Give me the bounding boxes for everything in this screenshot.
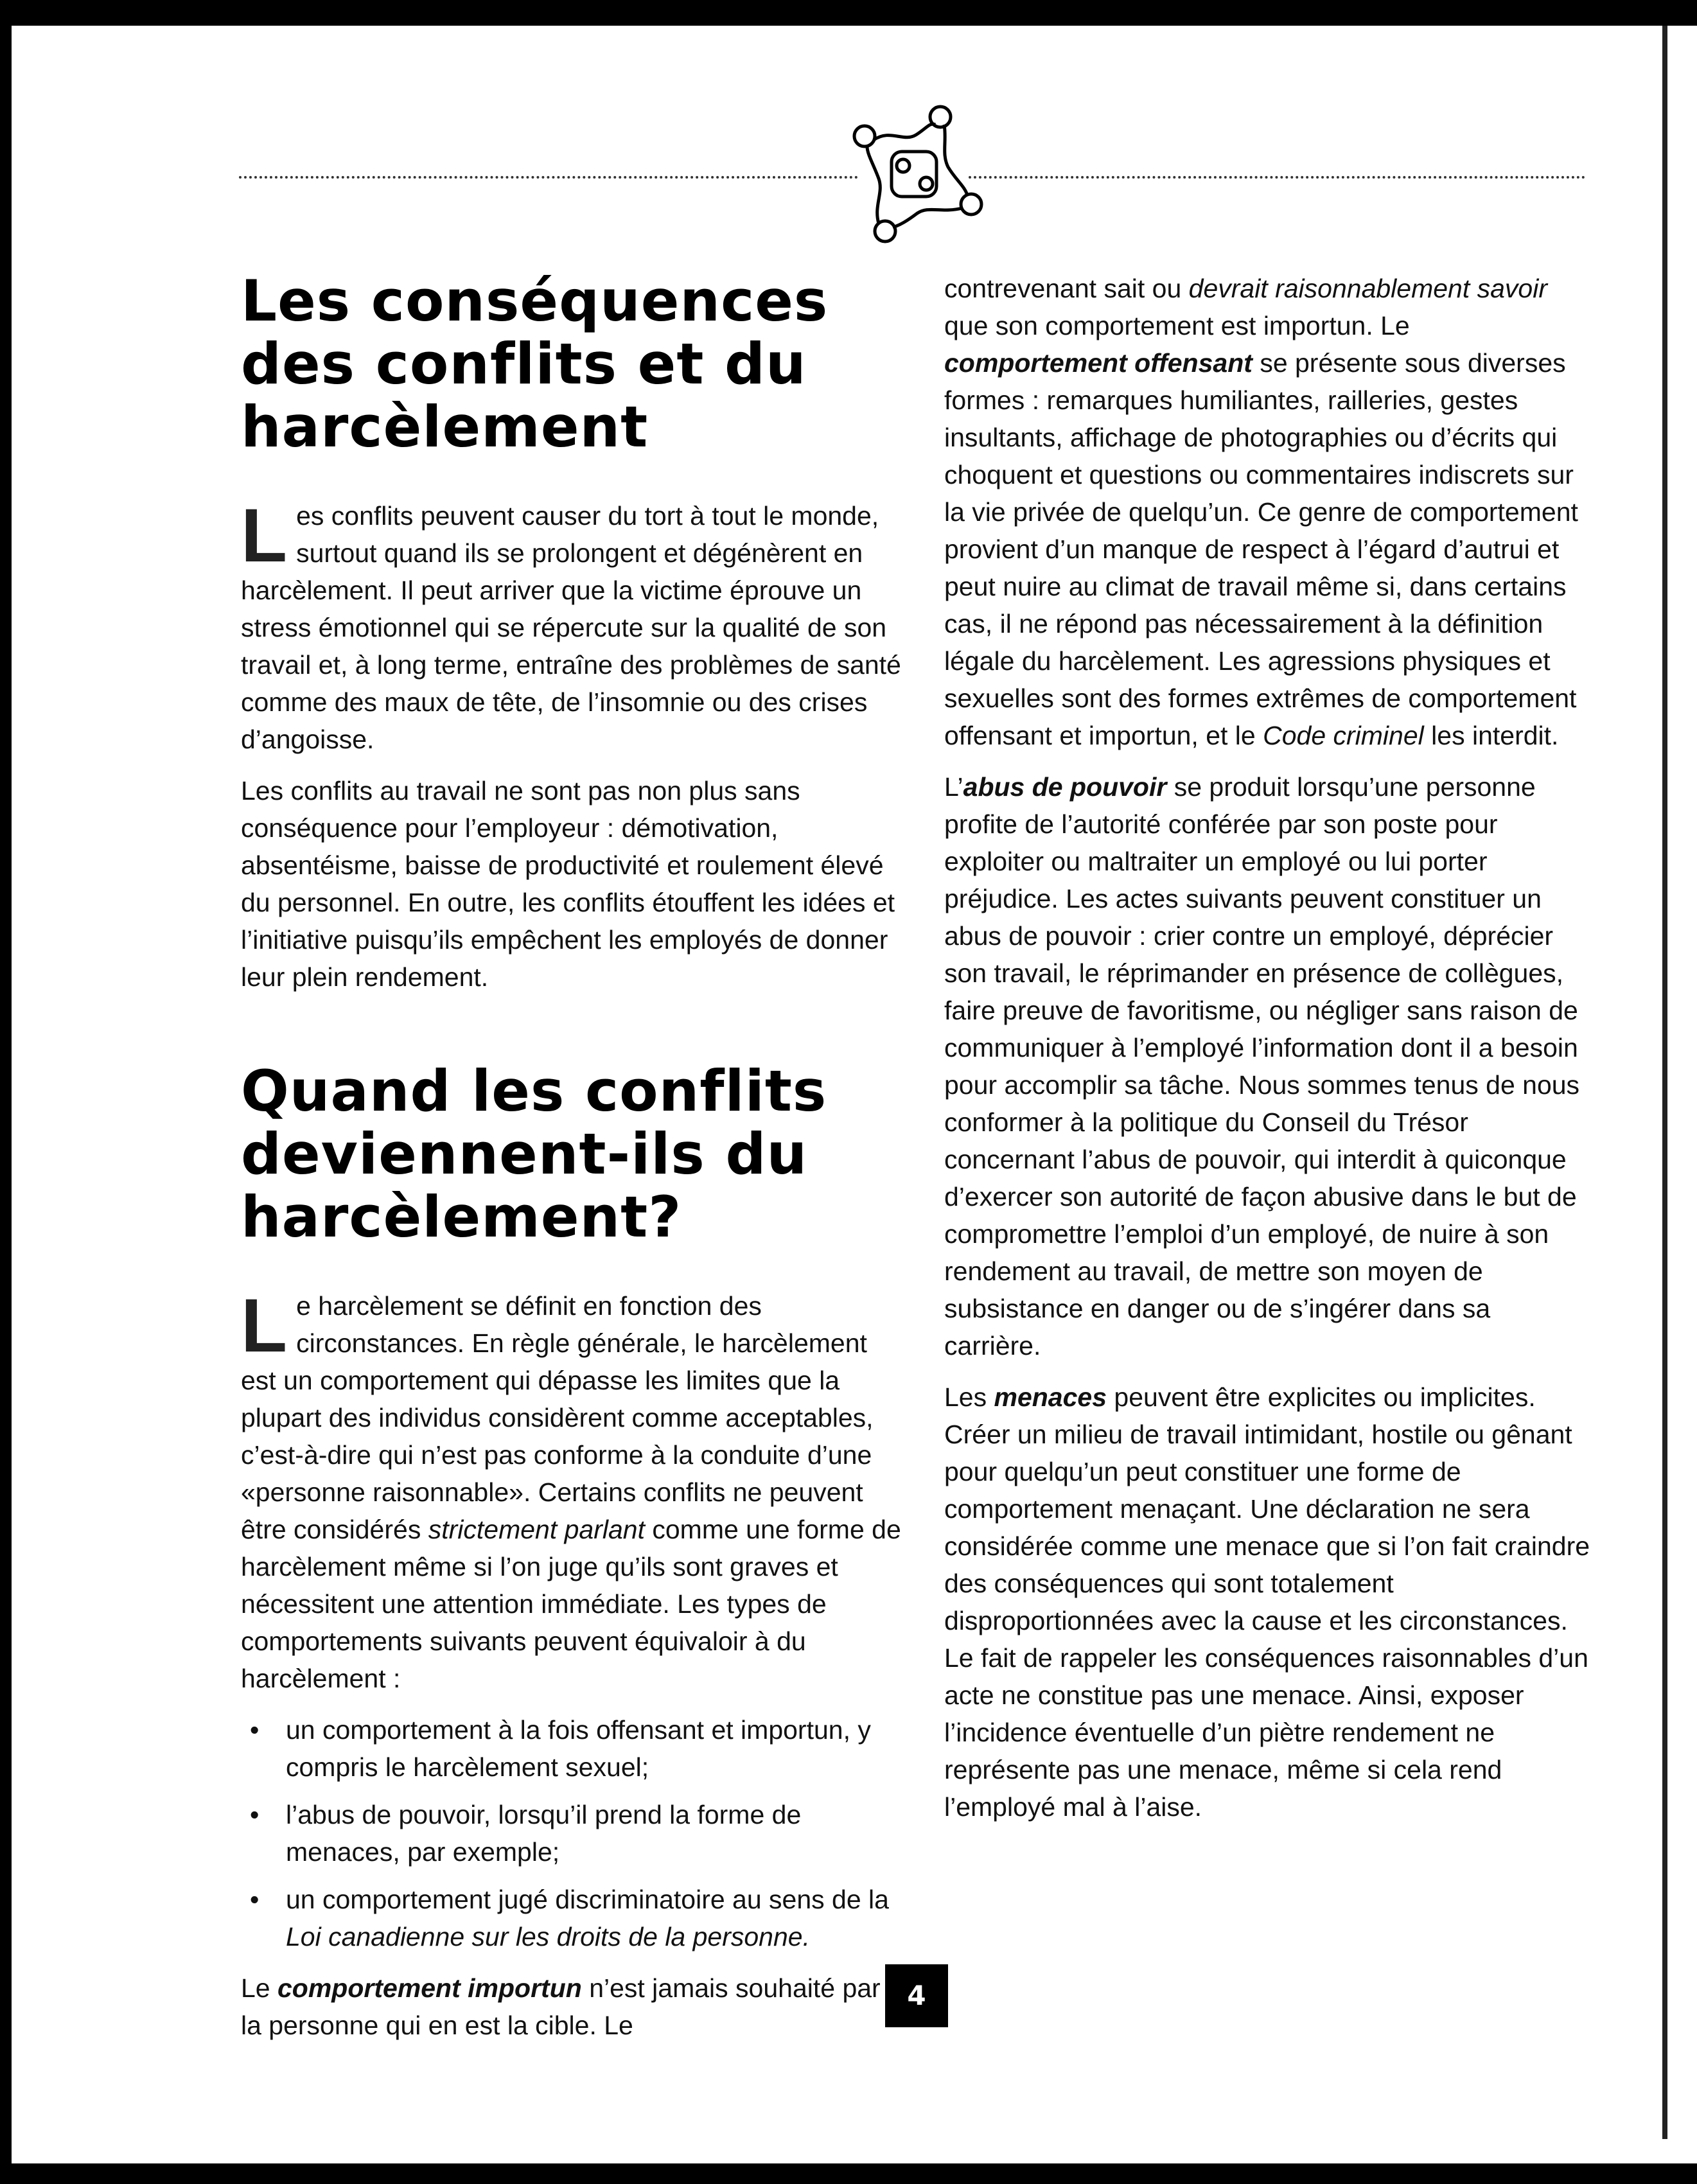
section-title-when-harassment: Quand les conflits deviennent-ils du harcèlement? bbox=[241, 1058, 827, 1250]
bullet-icon: • bbox=[250, 1800, 259, 1829]
paragraph-text: que son comportement est importun. Le bbox=[944, 311, 1410, 340]
list-item bbox=[241, 1796, 902, 1871]
paragraph-text: es conflits peuvent causer du tort à tout le monde, surtout quand ils se prolongent et dégénèrent en harcèlement. Il peut arriver que la victime éprouve un stress émotionnel qui se répercute sur la qualité de son travail et, à long terme, entraîne des problèmes de santé comme des maux de tête, de l’insomnie ou des crises d’angoisse. bbox=[241, 501, 901, 754]
drop-cap: L bbox=[241, 1283, 288, 1368]
drop-cap: L bbox=[241, 493, 288, 578]
header-dotted-rule-left bbox=[239, 176, 858, 179]
paragraph-text: se présente sous diverses formes : remarques humiliantes, railleries, gestes insultants, affichage de photographies ou d’écrits qui choquent et questions ou commentaires indiscrets sur la vie privée de quelqu’un. Ce genre de comportement provient d’un manque de respect à l’égard d’autrui et peut nuire au climat de travail même si, dans certains cas, il ne répond pas nécessairement à la définition légale du harcèlement. Les agressions physiques et sexuelles sont des formes extrêmes de comportement offensant et importun, et le bbox=[944, 348, 1578, 750]
paragraph-text: Les bbox=[944, 1382, 994, 1412]
page-number: 4 bbox=[885, 1964, 948, 2027]
bullet-icon: • bbox=[250, 1715, 259, 1745]
scan-border-right bbox=[1662, 26, 1667, 2139]
right-column bbox=[944, 270, 1593, 1840]
list-item bbox=[241, 1881, 902, 1955]
paragraph-text: contrevenant sait ou bbox=[944, 274, 1189, 303]
paragraph-text: Le bbox=[241, 1973, 277, 2003]
paragraph-text: e harcèlement se définit en fonction des circonstances. En règle générale, le harcèlement est un comportement qui dépasse les limites que la plupart des individus considèrent comme acceptables, c’est-à-dire qui n’est pas conforme à la conduite d’une «personne raisonnable». Certains conflits ne peuvent être considérés bbox=[241, 1291, 874, 1544]
paragraph-text: les interdit. bbox=[1423, 721, 1559, 750]
list-item-text: un comportement à la fois offensant et importun, y compris le harcèlement sexuel; bbox=[286, 1715, 871, 1782]
paragraph-offensive-behaviour bbox=[944, 270, 1593, 754]
paragraph-abuse-of-power bbox=[944, 768, 1593, 1364]
paragraph-harassment-definition bbox=[241, 1283, 902, 1697]
scan-border-left bbox=[0, 0, 12, 2184]
puzzle-knot-ornament-icon bbox=[845, 103, 987, 244]
paragraph-text: comme une forme de harcèlement même si l’on juge qu’ils sont graves et nécessitent une attention immédiate. Les types de comportements suivants peuvent équivaloir à du harcèlement : bbox=[241, 1515, 901, 1693]
law-title-text: Code criminel bbox=[1263, 721, 1424, 750]
left-column bbox=[241, 270, 902, 2058]
paragraph-text: peuvent être explicites ou implicites. Créer un milieu de travail intimidant, hostile ou gênant pour quelqu’un peut constituer une forme de comportement menaçant. Une déclaration ne sera considérée comme une menace que si l’on fait craindre des conséquences qui sont totalement disproportionnées avec la cause et les circonstances. Le fait de rappeler les conséquences raisonnables d’un acte ne constitue pas une menace. Ainsi, exposer l’incidence éventuelle d’un piètre rendement ne représente pas une menace, même si cela rend l’employé mal à l’aise. bbox=[944, 1382, 1590, 1822]
paragraph-text: se produit lorsqu’une personne profite de l’autorité conférée par son poste pour exploiter ou maltraiter un employé ou lui porter préjudice. Les actes suivants peuvent constituer un abus de pouvoir : crier contre un employé, déprécier son travail, le réprimander en présence de collègues, faire preuve de favoritisme, ou négliger sans raison de communiquer à l’employé l’information dont il a besoin pour accomplir sa tâche. Nous sommes tenus de nous conformer à la politique du Conseil du Trésor concernant l’abus de pouvoir, qui interdit à quiconque d’exercer son autorité de façon abusive dans le but de compromettre l’emploi d’un employé, de nuire à son rendement au travail, de mettre son moyen de subsistance en danger ou de s’ingérer dans sa carrière. bbox=[944, 772, 1580, 1361]
paragraph-consequences-2: Les conflits au travail ne sont pas non plus sans conséquence pour l’employeur : démotivation, absentéisme, baisse de productivité et roulement élevé du personnel. En outre, les conflits étouffent les idées et l’initiative puisqu’ils empêchent les employés de donner leur plein rendement. bbox=[241, 776, 895, 992]
law-title-text: Loi canadienne sur les droits de la personne. bbox=[286, 1922, 810, 1951]
scan-border-bottom bbox=[0, 2163, 1697, 2184]
paragraph-consequences-1 bbox=[241, 493, 902, 758]
paragraph-threats bbox=[944, 1378, 1593, 1826]
defined-term: menaces bbox=[994, 1382, 1107, 1412]
bullet-icon: • bbox=[250, 1885, 259, 1914]
defined-term: abus de pouvoir bbox=[963, 772, 1167, 802]
defined-term: comportement offensant bbox=[944, 348, 1253, 378]
list-item-text: l’abus de pouvoir, lorsqu’il prend la forme de menaces, par exemple; bbox=[286, 1800, 802, 1867]
paragraph-unwelcome-behaviour bbox=[241, 1969, 902, 2044]
emphasis-text: devrait raisonnablement savoir bbox=[1188, 274, 1547, 303]
list-item bbox=[241, 1711, 902, 1786]
defined-term: comportement importun bbox=[277, 1973, 582, 2003]
harassment-types-list bbox=[241, 1711, 902, 1955]
paragraph-text: n’est jamais souhaité par la personne qui en est la cible. Le bbox=[241, 1973, 881, 2040]
paragraph-text: L’ bbox=[944, 772, 963, 802]
emphasis-text: strictement parlant bbox=[428, 1515, 645, 1544]
section-title-consequences: Les conséquences des conflits et du harcèlement bbox=[241, 268, 829, 460]
header-dotted-rule-right bbox=[969, 176, 1585, 179]
scan-border-top bbox=[0, 0, 1697, 26]
list-item-text: un comportement jugé discriminatoire au sens de la bbox=[286, 1885, 889, 1914]
